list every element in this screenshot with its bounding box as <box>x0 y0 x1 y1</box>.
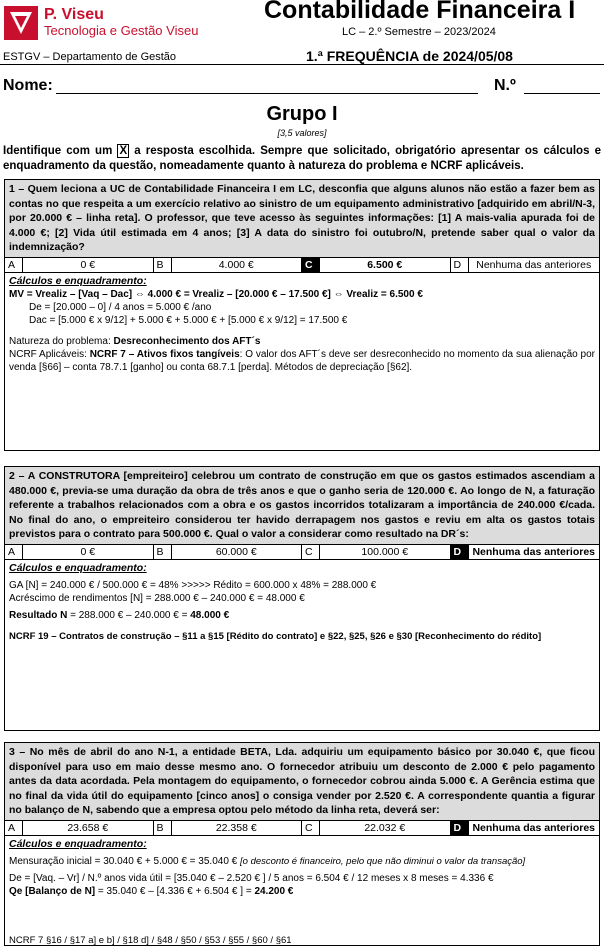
nature-value: Desreconhecimento dos AFT´s <box>113 335 261 347</box>
option-b[interactable] <box>154 545 303 559</box>
calc-line: GA [N] = 240.000 € / 500.000 € = 48% >>>>> Rédito = 600.000 x 48% = 288.000 € <box>9 579 377 591</box>
option-a[interactable] <box>5 258 154 272</box>
question-3-answer <box>5 836 599 948</box>
course-info: LC – 2.º Semestre – 2023/2024 <box>342 26 496 38</box>
nature-label: Natureza do problema: <box>9 335 114 347</box>
standards-name: NCRF 7 – Ativos fixos tangíveis <box>89 348 240 360</box>
option-letter: A <box>5 545 23 559</box>
option-letter: D <box>451 545 469 559</box>
page-title: Contabilidade Financeira I <box>264 0 576 24</box>
department: ESTGV – Departamento de Gestão <box>3 51 177 63</box>
option-letter: D <box>451 258 469 272</box>
number-label: N.º <box>494 77 516 94</box>
question-2-text: 2 – A CONSTRUTORA [empreiteiro] celebrou um contrato de construção em que os gastos estimados ascendiam a 480.000 €, previa-se uma duração da obra de três anos e que o ganho seria de 120.000 €. Ao longo de N, a faturação referente a trabalhos relacionados com a obra e os gastos incorridos totalizaram a importância de 240.000 €/cada. No final do ano, o empreiteiro considerou ter havido derrapagem nos gastos e reviu em alta os gastos totais previstos para o contrato para 500.000 €. Qual o valor a considerar como resultado na DR´s: <box>5 467 599 544</box>
exam-date: 1.ª FREQUÊNCIA de 2024/05/08 <box>306 48 513 64</box>
question-1 <box>4 179 600 451</box>
option-d-selected[interactable] <box>451 821 600 835</box>
applicable-standards: NCRF 7 §16 / §17 a] e b] / §18 d] / §48 / §50 / §53 / §55 / §60 / §61 <box>9 934 292 946</box>
option-letter: A <box>5 821 23 835</box>
question-1-text: 1 – Quem leciona a UC de Contabilidade Financeira I em LC, desconfia que alguns alunos não estão a fazer bem as contas no que respeita a um exercício relativo ao sinistro de um equipamento administrativo [adquirido em abril/N-3, por 20.000 € – linha reta]. O professor, que teve acesso às seguintes informações: [1] A mais-valia apurada foi de 4.000 €; [2] Vida útil estimada em 4 anos; [3] A data do sinistro foi outubro/N, pretende saber qual o valor da indemnização? <box>5 180 599 257</box>
option-letter: C <box>302 258 320 272</box>
problem-nature <box>9 335 595 348</box>
option-b[interactable] <box>154 258 303 272</box>
option-value: 22.358 € <box>172 821 303 835</box>
option-b[interactable] <box>154 821 303 835</box>
result-formula: = 288.000 € – 240.000 € = <box>67 609 191 621</box>
option-letter: B <box>154 821 172 835</box>
option-value: Nenhuma das anteriores <box>476 258 592 271</box>
logo-name: P. Viseu <box>44 6 104 23</box>
option-value: 0 € <box>23 545 154 559</box>
logo-subtitle: Tecnologia e Gestão Viseu <box>44 23 199 38</box>
option-value: Nenhuma das anteriores <box>472 545 596 558</box>
calc-title: Cálculos e enquadramento: <box>9 561 147 574</box>
calc-result <box>9 609 595 622</box>
option-c[interactable] <box>302 545 451 559</box>
question-3-text: 3 – No mês de abril do ano N-1, a entidade BETA, Lda. adquiriu um equipamento básico por 30.040 €, que ficou disponível para uso em maio desse mesmo ano. O fornecedor atribuiu um desconto de 2.000 € pelo pagamento antes da data acordada. Pela montagem do equipamento, o fornecedor cobrou ainda 5.000 €. A Gerência estima que no final da vida útil do equipamento [cinco anos] o consiga vender por 2.520 €. A correspondente quantia a figurar no balanço de N, sabendo que a empresa optou pelo método da linha reta, deverá ser: <box>5 743 599 820</box>
calc-title: Cálculos e enquadramento: <box>9 274 147 287</box>
name-field[interactable] <box>56 93 478 94</box>
question-2 <box>4 466 600 731</box>
option-letter: A <box>5 258 23 272</box>
standards-text: : O valor dos AFT´s deve ser desreconhecido no momento da sua alienação por venda [§66] – conta 78.7.1 [ganho] ou conta 68.7.1 [perda]. Métodos de depreciação [§62]. <box>9 348 596 373</box>
question-3 <box>4 742 600 946</box>
question-2-options <box>5 544 599 560</box>
option-a[interactable] <box>5 821 154 835</box>
option-d-selected[interactable] <box>451 545 600 559</box>
calc-title: Cálculos e enquadramento: <box>9 837 147 850</box>
option-letter: C <box>302 821 320 835</box>
question-2-answer <box>5 560 599 645</box>
calc-line: Acréscimo de rendimentos [N] = 288.000 € – 240.000 € = 48.000 € <box>9 592 305 604</box>
question-3-options <box>5 820 599 836</box>
applicable-standards: NCRF 19 – Contratos de construção – §11 a §15 [Rédito do contrato] e §22, §25, §26 e §30 [Reconhecimento do rédito] <box>9 630 542 642</box>
calc-line: MV = Vrealiz – [Vaq – Dac] ⇔ 4.000 € = Vrealiz – [20.000 € – 17.500 €] ⇔ Vrealiz = 6.500 € <box>9 288 423 300</box>
x-mark-box: X <box>119 145 128 157</box>
option-value: 0 € <box>23 258 154 272</box>
result-formula: = 35.040 € – [4.336 € + 6.504 € ] = <box>95 885 255 897</box>
option-value: 60.000 € <box>172 545 303 559</box>
option-a[interactable] <box>5 545 154 559</box>
option-value: 6.500 € <box>320 258 451 272</box>
option-letter: C <box>302 545 320 559</box>
school-logo <box>4 6 204 42</box>
option-value: 4.000 € <box>172 258 303 272</box>
header-divider <box>0 64 604 65</box>
option-value: 23.658 € <box>23 821 154 835</box>
option-value: Nenhuma das anteriores <box>472 821 596 834</box>
calc-text: Mensuração inicial = 30.040 € + 5.000 € = 35.040 € <box>9 855 241 867</box>
calc-line <box>9 855 595 868</box>
name-label: Nome: <box>3 77 53 94</box>
calc-line: De = [20.000 – 0] / 4 anos = 5.000 € /ano <box>29 301 212 313</box>
option-d[interactable] <box>451 258 600 272</box>
option-letter: D <box>451 821 469 835</box>
applicable-standards <box>9 348 595 374</box>
calc-result <box>9 885 595 898</box>
option-c-selected[interactable] <box>302 258 451 272</box>
option-value: 100.000 € <box>320 545 451 559</box>
instructions <box>3 144 601 174</box>
question-1-options <box>5 257 599 273</box>
instructions-rest: a resposta escolhida. Sempre que solicitado, obrigatório apresentar os cálculos e enquadramento da questão, nomeadamente quanto à natureza do problema e NCRF aplicáveis. <box>3 145 601 172</box>
group-title: Grupo I <box>266 103 338 125</box>
result-value: 24.200 € <box>254 885 294 897</box>
option-letter: B <box>154 545 172 559</box>
logo-mark-icon <box>4 6 38 40</box>
standards-label: NCRF Aplicáveis: <box>9 348 90 360</box>
question-1-answer <box>5 273 599 376</box>
option-value: 22.032 € <box>320 821 451 835</box>
calc-note: [o desconto é financeiro, pelo que não diminui o valor da transação] <box>240 855 526 867</box>
option-c[interactable] <box>302 821 451 835</box>
calc-line: De = [Vaq. – Vr] / N.º anos vida útil = [35.040 € – 2.520 € ] / 5 anos = 6.504 € / 12 meses x 8 meses = 4.336 € <box>9 872 494 884</box>
calc-line: Dac = [5.000 € x 9/12] + 5.000 € + 5.000 € + [5.000 € x 9/12] = 17.500 € <box>29 314 348 326</box>
result-value: 48.000 € <box>190 609 230 621</box>
group-points: [3,5 valores] <box>277 128 327 138</box>
result-label: Qe [Balanço de N] <box>9 885 96 897</box>
instructions-start: Identifique com um <box>3 145 118 157</box>
option-letter: B <box>154 258 172 272</box>
number-field[interactable] <box>524 93 600 94</box>
result-label: Resultado N <box>9 609 68 621</box>
